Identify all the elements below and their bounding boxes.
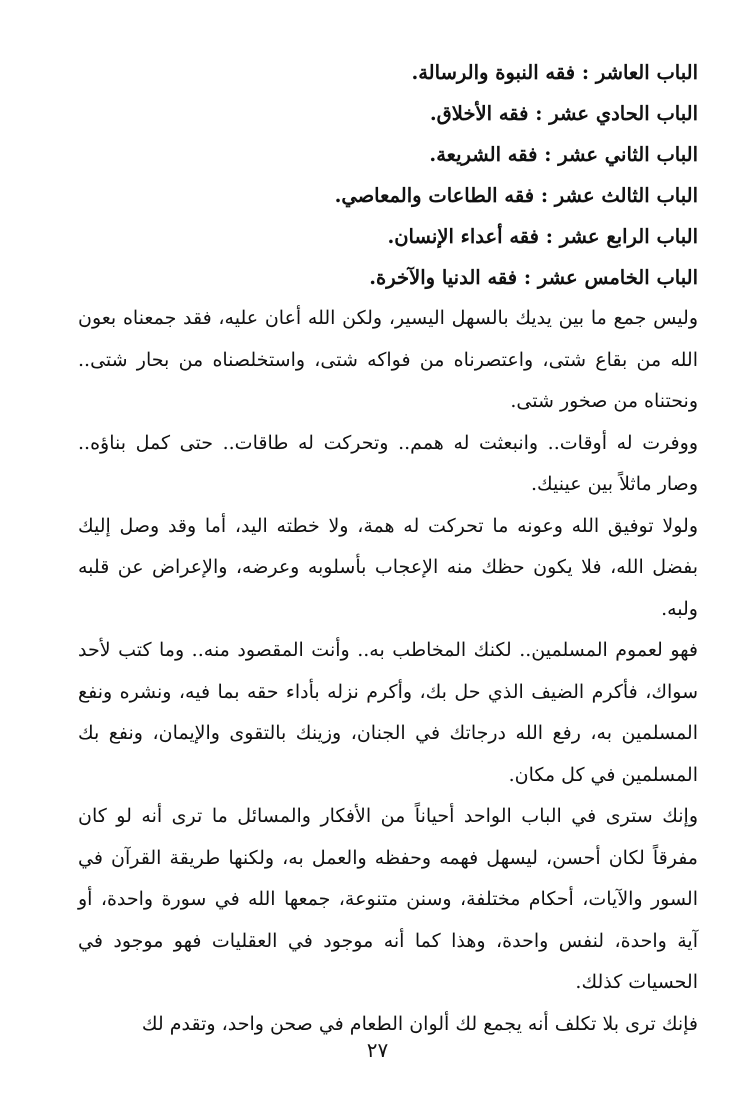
chapter-heading: الباب الخامس عشر : فقه الدنيا والآخرة. [369, 266, 698, 289]
body-paragraph: فإنك ترى بلا تكلف أنه يجمع لك ألوان الطعام في صحن واحد، وتقدم لك [141, 1012, 698, 1035]
body-paragraph: وليس جمع ما بين يديك بالسهل اليسير، ولكن الله أعان عليه، فقد جمعناه بعون الله من بقاع شتى، واعتصرناه من فواكه شتى، واستخلصناه من بحار شتى.. ونحتناه من صخور شتى. [78, 307, 698, 412]
body-paragraph: فهو لعموم المسلمين.. لكنك المخاطب به.. وأنت المقصود منه.. وما كتب لأحد سواك، فأكرم الضيف الذي حل بك، وأكرم نزله بأداء حقه بما فيه، ونشره ونفع المسلمين به، رفع الله درجاتك في الجنان، وزينك بالتقوى والإيمان، ونفع بك المسلمين في كل مكان. [78, 639, 698, 786]
page-body [78, 52, 698, 1045]
body-paragraph: وإنك سترى في الباب الواحد أحياناً من الأفكار والمسائل ما ترى أنه لو كان مفرقاً لكان أحسن، ليسهل فهمه وحفظه والعمل به، ولكنها طريقة القرآن في السور والآيات، أحكام مختلفة، وسنن متنوعة، جمعها الله في سورة واحدة، أو آية واحدة، لنفس واحدة، وهذا كما أنه موجود في العقليات فهو موجود في الحسيات كذلك. [78, 805, 698, 993]
body-paragraph: ولولا توفيق الله وعونه ما تحركت له همة، ولا خطته اليد، أما وقد وصل إليك بفضل الله، فلا يكون حظك منه الإعجاب بأسلوبه وعرضه، والإعراض عن قلبه ولبه. [78, 514, 698, 620]
chapter-heading: الباب الثالث عشر : فقه الطاعات والمعاصي. [334, 184, 698, 207]
body-paragraph: ووفرت له أوقات.. وانبعثت له همم.. وتحركت له طاقات.. حتى كمل بناؤه.. وصار ماثلاً بين عينيك. [78, 431, 698, 495]
chapter-heading: الباب الثاني عشر : فقه الشريعة. [429, 143, 698, 166]
chapter-heading: الباب الرابع عشر : فقه أعداء الإنسان. [387, 225, 698, 248]
page-number: ٢٧ [366, 1038, 389, 1062]
chapter-heading: الباب العاشر : فقه النبوة والرسالة. [411, 61, 698, 84]
chapter-heading: الباب الحادي عشر : فقه الأخلاق. [429, 102, 698, 125]
